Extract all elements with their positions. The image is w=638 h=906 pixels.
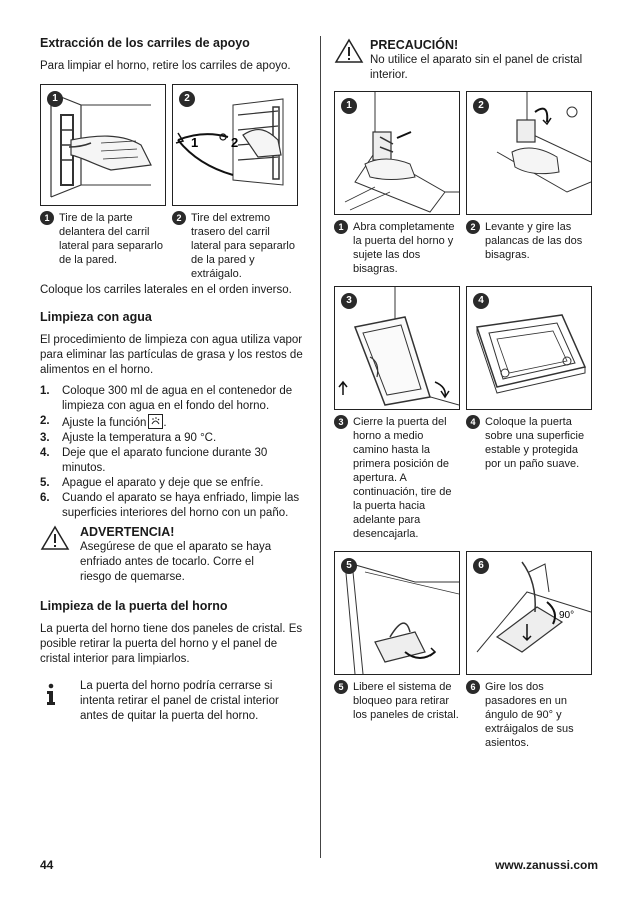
page-number: 44 <box>40 858 54 872</box>
figure-badge: 2 <box>179 91 195 107</box>
rails-intro: Para limpiar el horno, retire los carriles de apoyo. <box>40 60 291 72</box>
figure-badge: 1 <box>47 91 63 107</box>
door-figures-row-2 <box>334 286 600 410</box>
step-item: 5. Apague el aparato y deje que se enfríe. <box>40 477 264 489</box>
column-divider <box>320 36 321 858</box>
caption-number: 1 <box>40 211 54 225</box>
door-intro: La puerta del horno tiene dos paneles de cristal. Es posible retirar la puerta del horno y el panel de cristal interior para limpiarlos. <box>40 623 303 665</box>
figure-door-6 <box>466 551 592 675</box>
warning-text: Asegúrese de que el aparato se haya enfriado antes de tocarlo. Corre el riesgo de quemarse. <box>80 541 272 583</box>
rails-captions <box>40 211 308 281</box>
rails-figures <box>40 84 308 206</box>
door-figures-row-3 <box>334 551 600 675</box>
caption-text: Tire de la parte delantera del carril lateral para separarlo de la pared. <box>59 212 163 266</box>
rails-outro: Coloque los carriles laterales en el orden inverso. <box>40 284 292 296</box>
warning-triangle-icon <box>40 525 80 585</box>
info-icon <box>40 679 80 724</box>
callout-1: 1 <box>191 135 199 150</box>
caution-text: No utilice el aparato sin el panel de cristal interior. <box>370 54 583 81</box>
caption-number: 2 <box>172 211 186 225</box>
figure-badge: 2 <box>473 98 489 114</box>
caption-1: 1 Abra completamente la puerta del horno y sujete las dos bisagras. <box>334 220 460 276</box>
warning-box <box>40 525 308 585</box>
caption-2 <box>172 211 298 281</box>
callout-2: 2 <box>231 135 239 150</box>
caption-1 <box>40 211 166 281</box>
figure-door-2 <box>466 91 592 215</box>
figure-badge: 3 <box>341 293 357 309</box>
caption-text: Cierre la puerta del horno a medio camino hasta la primera posición de apertura. A continuación, tire de la puerta hacia adelante para desencajarla. <box>353 416 452 540</box>
water-steps <box>40 384 308 521</box>
section-title-water: Limpieza con agua <box>40 310 152 324</box>
step-item: 2. Ajuste la función . <box>40 415 167 429</box>
caption-2: 2 Levante y gire las palancas de las dos bisagras. <box>466 220 592 276</box>
step-item: 3. Ajuste la temperatura a 90 °C. <box>40 432 217 444</box>
caution-box <box>334 38 600 83</box>
step-item: 4. Deje que el aparato funcione durante 30 minutos. <box>40 447 268 474</box>
info-text: La puerta del horno podría cerrarse si intenta retirar el panel de cristal interior antes de quitar la puerta del horno. <box>80 680 279 722</box>
caption-3: 3 Cierre la puerta del horno a medio camino hasta la primera posición de apertura. A continuación, tire de la puerta hacia adelante para desencajarla. <box>334 415 460 541</box>
angle-label: 90° <box>559 610 575 621</box>
water-cleaning-function-icon <box>148 414 163 429</box>
caption-text: Libere el sistema de bloqueo para retirar los paneles de cristal. <box>353 681 459 721</box>
footer-url: www.zanussi.com <box>495 858 598 872</box>
caution-title: PRECAUCIÓN! <box>370 38 459 52</box>
figure-badge: 5 <box>341 558 357 574</box>
warning-title: ADVERTENCIA! <box>80 525 175 539</box>
info-box <box>40 679 308 724</box>
caption-4: 4 Coloque la puerta sobre una superficie estable y protegida por un paño suave. <box>466 415 592 541</box>
figure-badge: 4 <box>473 293 489 309</box>
figure-door-1 <box>334 91 460 215</box>
section-title-rails: Extracción de los carriles de apoyo <box>40 36 250 50</box>
step-item: 6. Cuando el aparato se haya enfriado, limpie las superficies interiores del horno con un paño. <box>40 492 300 519</box>
water-intro: El procedimiento de limpieza con agua utiliza vapor para eliminar las partículas de grasa y los restos de alimentos en el horno. <box>40 334 303 376</box>
figure-badge: 1 <box>341 98 357 114</box>
figure-rail-2 <box>172 84 298 206</box>
caption-text: Tire del extremo trasero del carril lateral para separarlo de la pared y extráigalo. <box>191 212 295 280</box>
caption-text: Gire los dos pasadores en un ángulo de 90° y extráigalos de sus asientos. <box>485 681 574 749</box>
door-captions-row-3 <box>334 680 600 750</box>
figure-rail-1 <box>40 84 166 206</box>
caption-6: 6 Gire los dos pasadores en un ángulo de 90° y extráigalos de sus asientos. <box>466 680 592 750</box>
section-title-door: Limpieza de la puerta del horno <box>40 599 228 613</box>
door-figures-row-1 <box>334 91 600 215</box>
warning-triangle-icon <box>334 38 370 83</box>
figure-door-4 <box>466 286 592 410</box>
left-column <box>40 36 308 724</box>
caption-text: Levante y gire las palancas de las dos bisagras. <box>485 221 583 261</box>
caption-text: Coloque la puerta sobre una superficie estable y protegida por un paño suave. <box>485 416 585 470</box>
figure-badge: 6 <box>473 558 489 574</box>
caption-5: 5 Libere el sistema de bloqueo para retirar los paneles de cristal. <box>334 680 460 750</box>
caption-text: Abra completamente la puerta del horno y sujete las dos bisagras. <box>353 221 455 275</box>
door-captions-row-1 <box>334 220 600 276</box>
right-column <box>334 36 600 750</box>
figure-door-5 <box>334 551 460 675</box>
door-captions-row-2 <box>334 415 600 541</box>
step-item: 1. Coloque 300 ml de agua en el contenedor de limpieza con agua en el fondo del horno. <box>40 385 293 412</box>
figure-door-3 <box>334 286 460 410</box>
